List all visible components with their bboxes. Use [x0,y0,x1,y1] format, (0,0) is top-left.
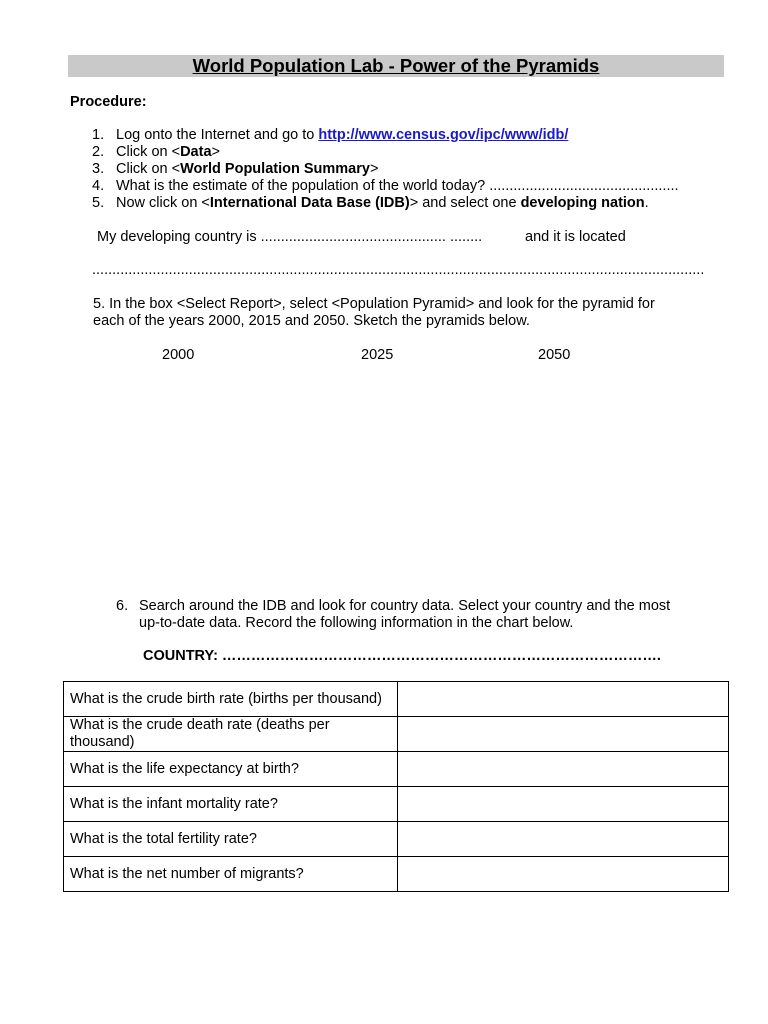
question-cell: What is the crude birth rate (births per thousand) [64,682,398,717]
table-row [64,857,729,892]
question-cell: What is the net number of migrants? [64,857,398,892]
answer-cell[interactable] [398,682,729,717]
step-5-end: . [644,195,649,211]
answer-cell[interactable] [398,787,729,822]
question-cell: What is the total fertility rate? [64,822,398,857]
year-2000: 2000 [162,347,195,363]
located-label: and it is located [525,229,626,245]
step-5-bold2: developing nation [520,195,645,211]
step-5-number: 5. [92,195,105,211]
step-6-number: 6. [116,598,129,614]
step-1 [92,127,568,143]
step-3-bold: World Population Summary [180,161,370,177]
step-6-line-1: Search around the IDB and look for country data. Select your country and the most [139,598,671,614]
step-1-text: Log onto the Internet and go to [116,127,319,143]
census-link[interactable]: http://www.census.gov/ipc/www/idb/ [318,127,569,143]
year-2025: 2025 [361,347,394,363]
question-cell: What is the infant mortality rate? [64,787,398,822]
step-2-bold: Data [180,144,212,160]
answer-cell[interactable] [398,857,729,892]
step-3 [92,161,378,177]
step-5 [92,195,649,211]
page-title: World Population Lab - Power of the Pyramids [192,55,600,76]
location-dotted-line: ........................................................................................................................................................ [92,262,705,278]
developing-country-line: My developing country is .............................................. ........ [97,229,483,245]
step-1-number: 1. [92,127,105,143]
step-6-line-2: up-to-date data. Record the following information in the chart below. [139,615,574,631]
step-4-text: What is the estimate of the population of the world today? ............................................... [116,178,679,194]
year-2050: 2050 [538,347,571,363]
step-5-text: Now click on < [116,195,210,211]
answer-cell[interactable] [398,752,729,787]
step-2-text: Click on < [116,144,181,160]
table-row [64,752,729,787]
step-2-end: > [211,144,220,160]
country-label: COUNTRY: ………………………………………………………………………………. [143,648,661,664]
step-4-number: 4. [92,178,105,194]
title-bar [68,55,724,77]
step-3-end: > [369,161,379,177]
question-cell: What is the crude death rate (deaths per thousand) [64,717,398,752]
answer-cell[interactable] [398,717,729,752]
procedure-heading: Procedure: [70,94,147,110]
step-5-mid: > and select one [409,195,521,211]
table-row [64,822,729,857]
step-3-text: Click on < [116,161,181,177]
step-2 [92,144,220,160]
step-2-number: 2. [92,144,105,160]
step-5b-line-2: each of the years 2000, 2015 and 2050. Sketch the pyramids below. [93,313,530,329]
answer-cell[interactable] [398,822,729,857]
step-3-number: 3. [92,161,105,177]
question-cell: What is the life expectancy at birth? [64,752,398,787]
step-4 [92,178,679,194]
table-row [64,717,729,752]
step-5-bold: International Data Base (IDB) [209,195,410,211]
country-data-table [63,681,729,892]
table-row [64,682,729,717]
table-row [64,787,729,822]
step-5b-line-1: 5. In the box <Select Report>, select <Population Pyramid> and look for the pyramid for [93,296,655,312]
